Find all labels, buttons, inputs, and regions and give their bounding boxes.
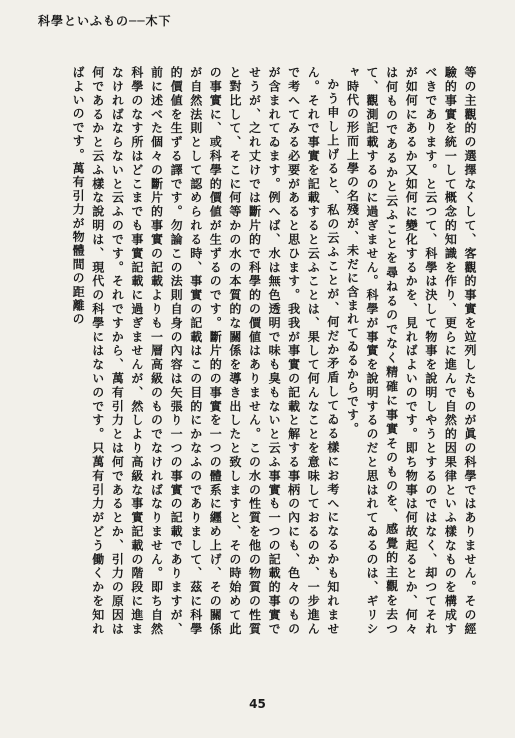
paragraph-2: かう申し上げると、私の云ふことが、何だか矛盾してゐる樣にお考へになるかも知れません。それで事實を記載すると云ふことは、果して何んなことを意味しておるのか、一步進んで考へてみる必要があると思ひます。我我が事實の記載と解する事柄の內にも、色々のものが含まれてゐます。例へば、水は無色透明で味も臭もないと云ふ事實も一つの記載的事實でせうが、之れ丈けでは斷片的で科學的の價値はありません。この水の性質を他の物質の性質と對比して、そこに何等かの水の本質的な關係を導き出したと致しますと、その時始めて此の事實に、或科學的價値が生ずるのです。斷片的の事實を一つの體系に纒め上げ、その關係が自然法則として認められる時、事實の記載はこの目的にかなふのでありまして、茲に科學的價値を生ずる譯です。勿論この法則自身の內容は矢張り一つの事實の記載でありますが、前に述べた個々の斷片的事實の記載よりも一層高級のものでなければなりません。即ち自然科學のなす所はどこまでも事實記載に過ぎませんが、然しより高級な事實記載の階段に進まなければならないと云ふのです。それですから、萬有引力とは何であるとか、引力の原因は何であるかと云ふ樣な說明は、現代の科學にはないのです。只萬有引力がどう働くかを知ればよいのです。萬有引力が物體間の距離の — [71, 66, 340, 636]
paragraph-1: 等の主觀的の選擇なくして、客觀的事實を竝列したものが眞の科學ではありません。その經驗的事實を統一して概念的知識を作り、更らに進んで自然的因果律といふ樣なものを構成すべきであります。と云つて、科學は決して物事を說明しやうとするのではなく、却つてそれが如何にあるか又如何に變化するかを、見ればよいのです。即ち物事は何故起るとか、何々は何ものであるかと云ふことを尋ねるのでなく精確に事實そのものを、感覺的主觀を去つて、觀測記載するのに過ぎません。科學が事實を說明するのだと思はれてゐるのは、ギリシャ時代の形而上學の名殘が、未だに含まれてゐるからです。 — [345, 66, 477, 636]
page-number: 45 — [249, 697, 266, 711]
running-header: 科學といふもの──木下 — [38, 14, 172, 28]
body-text — [34, 66, 479, 636]
